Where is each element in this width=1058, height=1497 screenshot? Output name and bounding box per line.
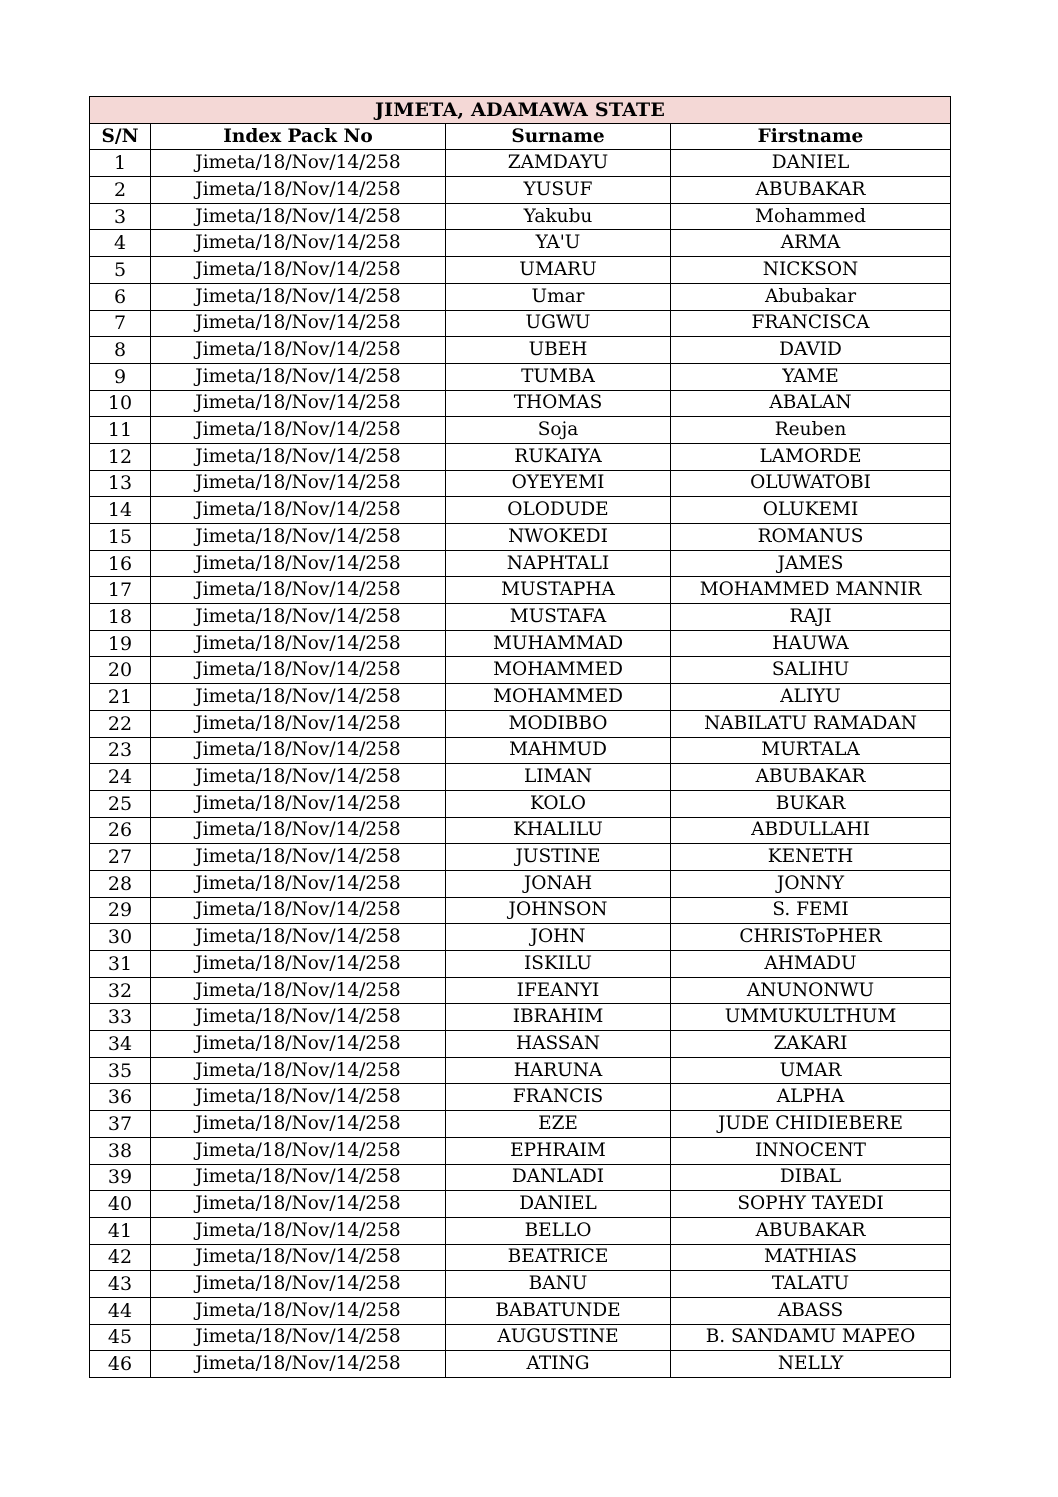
cell-index-pack-no: Jimeta/18/Nov/14/258 (151, 524, 446, 551)
cell-index-pack-no: Jimeta/18/Nov/14/258 (151, 1244, 446, 1271)
cell-sn: 11 (90, 417, 151, 444)
cell-firstname: ALIYU (671, 684, 951, 711)
cell-firstname: LAMORDE (671, 443, 951, 470)
table-row (90, 684, 951, 711)
title-row (90, 97, 951, 124)
cell-index-pack-no: Jimeta/18/Nov/14/258 (151, 1271, 446, 1298)
table-row (90, 1297, 951, 1324)
table-row (90, 844, 951, 871)
cell-firstname: TALATU (671, 1271, 951, 1298)
cell-surname: MUHAMMAD (446, 630, 671, 657)
table-row (90, 524, 951, 551)
cell-surname: BANU (446, 1271, 671, 1298)
cell-surname: FRANCIS (446, 1084, 671, 1111)
table-row (90, 604, 951, 631)
table-row (90, 283, 951, 310)
table-row (90, 897, 951, 924)
cell-index-pack-no: Jimeta/18/Nov/14/258 (151, 684, 446, 711)
table-row (90, 1031, 951, 1058)
cell-sn: 18 (90, 604, 151, 631)
cell-firstname: ABUBAKAR (671, 1217, 951, 1244)
cell-surname: YUSUF (446, 177, 671, 204)
cell-sn: 6 (90, 283, 151, 310)
cell-sn: 36 (90, 1084, 151, 1111)
cell-sn: 43 (90, 1271, 151, 1298)
cell-sn: 1 (90, 150, 151, 177)
table-row (90, 497, 951, 524)
cell-index-pack-no: Jimeta/18/Nov/14/258 (151, 177, 446, 204)
cell-surname: DANIEL (446, 1191, 671, 1218)
cell-firstname: ANUNONWU (671, 977, 951, 1004)
header-firstname: Firstname (671, 123, 951, 150)
cell-sn: 17 (90, 577, 151, 604)
cell-index-pack-no: Jimeta/18/Nov/14/258 (151, 1297, 446, 1324)
cell-index-pack-no: Jimeta/18/Nov/14/258 (151, 1004, 446, 1031)
cell-surname: IFEANYI (446, 977, 671, 1004)
cell-index-pack-no: Jimeta/18/Nov/14/258 (151, 550, 446, 577)
cell-sn: 41 (90, 1217, 151, 1244)
cell-surname: MOHAMMED (446, 657, 671, 684)
cell-sn: 5 (90, 257, 151, 284)
table-row (90, 550, 951, 577)
table-body (90, 150, 951, 1378)
table-row (90, 150, 951, 177)
cell-index-pack-no: Jimeta/18/Nov/14/258 (151, 657, 446, 684)
table-row (90, 870, 951, 897)
cell-index-pack-no: Jimeta/18/Nov/14/258 (151, 604, 446, 631)
cell-index-pack-no: Jimeta/18/Nov/14/258 (151, 710, 446, 737)
cell-sn: 45 (90, 1324, 151, 1351)
cell-firstname: B. SANDAMU MAPEO (671, 1324, 951, 1351)
table-row (90, 470, 951, 497)
cell-sn: 26 (90, 817, 151, 844)
cell-firstname: KENETH (671, 844, 951, 871)
cell-index-pack-no: Jimeta/18/Nov/14/258 (151, 577, 446, 604)
cell-sn: 3 (90, 203, 151, 230)
cell-sn: 19 (90, 630, 151, 657)
cell-sn: 24 (90, 764, 151, 791)
cell-sn: 38 (90, 1137, 151, 1164)
cell-index-pack-no: Jimeta/18/Nov/14/258 (151, 1084, 446, 1111)
cell-surname: UMARU (446, 257, 671, 284)
cell-surname: ZAMDAYU (446, 150, 671, 177)
cell-firstname: ABASS (671, 1297, 951, 1324)
cell-surname: Umar (446, 283, 671, 310)
cell-firstname: UMMUKULTHUM (671, 1004, 951, 1031)
cell-sn: 37 (90, 1111, 151, 1138)
table-head (90, 97, 951, 150)
table-row (90, 657, 951, 684)
cell-index-pack-no: Jimeta/18/Nov/14/258 (151, 951, 446, 978)
cell-firstname: ABDULLAHI (671, 817, 951, 844)
cell-index-pack-no: Jimeta/18/Nov/14/258 (151, 203, 446, 230)
cell-index-pack-no: Jimeta/18/Nov/14/258 (151, 1111, 446, 1138)
table-row (90, 630, 951, 657)
table-row (90, 1137, 951, 1164)
cell-index-pack-no: Jimeta/18/Nov/14/258 (151, 1031, 446, 1058)
cell-firstname: Reuben (671, 417, 951, 444)
cell-surname: OYEYEMI (446, 470, 671, 497)
cell-index-pack-no: Jimeta/18/Nov/14/258 (151, 337, 446, 364)
table-row (90, 1057, 951, 1084)
table-row (90, 177, 951, 204)
cell-sn: 32 (90, 977, 151, 1004)
cell-firstname: S. FEMI (671, 897, 951, 924)
table-row (90, 924, 951, 951)
cell-sn: 34 (90, 1031, 151, 1058)
cell-sn: 10 (90, 390, 151, 417)
table-row (90, 951, 951, 978)
cell-sn: 42 (90, 1244, 151, 1271)
cell-sn: 40 (90, 1191, 151, 1218)
cell-firstname: MOHAMMED MANNIR (671, 577, 951, 604)
cell-surname: HASSAN (446, 1031, 671, 1058)
cell-sn: 2 (90, 177, 151, 204)
cell-firstname: CHRISToPHER (671, 924, 951, 951)
cell-index-pack-no: Jimeta/18/Nov/14/258 (151, 443, 446, 470)
cell-surname: LIMAN (446, 764, 671, 791)
cell-firstname: SOPHY TAYEDI (671, 1191, 951, 1218)
cell-surname: NWOKEDI (446, 524, 671, 551)
cell-firstname: ABUBAKAR (671, 177, 951, 204)
cell-index-pack-no: Jimeta/18/Nov/14/258 (151, 844, 446, 871)
table-row (90, 1164, 951, 1191)
cell-surname: UGWU (446, 310, 671, 337)
cell-firstname: NABILATU RAMADAN (671, 710, 951, 737)
cell-surname: EPHRAIM (446, 1137, 671, 1164)
table-row (90, 1351, 951, 1378)
table-row (90, 577, 951, 604)
table-row (90, 790, 951, 817)
cell-index-pack-no: Jimeta/18/Nov/14/258 (151, 790, 446, 817)
cell-surname: RUKAIYA (446, 443, 671, 470)
cell-index-pack-no: Jimeta/18/Nov/14/258 (151, 630, 446, 657)
cell-firstname: ALPHA (671, 1084, 951, 1111)
table-row (90, 977, 951, 1004)
cell-firstname: INNOCENT (671, 1137, 951, 1164)
cell-index-pack-no: Jimeta/18/Nov/14/258 (151, 764, 446, 791)
cell-firstname: DAVID (671, 337, 951, 364)
cell-sn: 8 (90, 337, 151, 364)
cell-surname: KHALILU (446, 817, 671, 844)
cell-sn: 35 (90, 1057, 151, 1084)
cell-index-pack-no: Jimeta/18/Nov/14/258 (151, 870, 446, 897)
table-row (90, 1004, 951, 1031)
cell-surname: KOLO (446, 790, 671, 817)
cell-surname: ATING (446, 1351, 671, 1378)
cell-index-pack-no: Jimeta/18/Nov/14/258 (151, 1351, 446, 1378)
cell-index-pack-no: Jimeta/18/Nov/14/258 (151, 1217, 446, 1244)
cell-surname: MUSTAFA (446, 604, 671, 631)
cell-surname: HARUNA (446, 1057, 671, 1084)
cell-surname: OLODUDE (446, 497, 671, 524)
cell-index-pack-no: Jimeta/18/Nov/14/258 (151, 1057, 446, 1084)
cell-surname: JOHN (446, 924, 671, 951)
cell-index-pack-no: Jimeta/18/Nov/14/258 (151, 1191, 446, 1218)
cell-index-pack-no: Jimeta/18/Nov/14/258 (151, 150, 446, 177)
cell-firstname: BUKAR (671, 790, 951, 817)
cell-firstname: Abubakar (671, 283, 951, 310)
cell-surname: MOHAMMED (446, 684, 671, 711)
cell-surname: IBRAHIM (446, 1004, 671, 1031)
cell-index-pack-no: Jimeta/18/Nov/14/258 (151, 977, 446, 1004)
cell-sn: 20 (90, 657, 151, 684)
table-row (90, 817, 951, 844)
table-row (90, 203, 951, 230)
cell-surname: BEATRICE (446, 1244, 671, 1271)
cell-firstname: NELLY (671, 1351, 951, 1378)
table-row (90, 1217, 951, 1244)
table-row (90, 1111, 951, 1138)
cell-firstname: OLUKEMI (671, 497, 951, 524)
cell-sn: 39 (90, 1164, 151, 1191)
cell-sn: 21 (90, 684, 151, 711)
cell-surname: EZE (446, 1111, 671, 1138)
cell-index-pack-no: Jimeta/18/Nov/14/258 (151, 310, 446, 337)
cell-surname: Soja (446, 417, 671, 444)
table-row (90, 390, 951, 417)
cell-firstname: ROMANUS (671, 524, 951, 551)
cell-surname: JUSTINE (446, 844, 671, 871)
cell-index-pack-no: Jimeta/18/Nov/14/258 (151, 1164, 446, 1191)
cell-firstname: OLUWATOBI (671, 470, 951, 497)
cell-sn: 25 (90, 790, 151, 817)
cell-sn: 33 (90, 1004, 151, 1031)
cell-sn: 31 (90, 951, 151, 978)
cell-sn: 13 (90, 470, 151, 497)
cell-surname: YA'U (446, 230, 671, 257)
cell-surname: DANLADI (446, 1164, 671, 1191)
cell-sn: 23 (90, 737, 151, 764)
cell-surname: MODIBBO (446, 710, 671, 737)
cell-index-pack-no: Jimeta/18/Nov/14/258 (151, 897, 446, 924)
cell-index-pack-no: Jimeta/18/Nov/14/258 (151, 363, 446, 390)
header-sn: S/N (90, 123, 151, 150)
table-row (90, 1324, 951, 1351)
cell-firstname: HAUWA (671, 630, 951, 657)
cell-firstname: ZAKARI (671, 1031, 951, 1058)
cell-surname: JONAH (446, 870, 671, 897)
table-row (90, 1191, 951, 1218)
cell-sn: 30 (90, 924, 151, 951)
cell-index-pack-no: Jimeta/18/Nov/14/258 (151, 924, 446, 951)
cell-index-pack-no: Jimeta/18/Nov/14/258 (151, 1137, 446, 1164)
document-sheet (89, 96, 950, 1378)
cell-firstname: ABALAN (671, 390, 951, 417)
table-row (90, 1271, 951, 1298)
cell-firstname: MURTALA (671, 737, 951, 764)
table-row (90, 737, 951, 764)
table-row (90, 337, 951, 364)
cell-firstname: JONNY (671, 870, 951, 897)
cell-surname: THOMAS (446, 390, 671, 417)
header-index-pack-no: Index Pack No (151, 123, 446, 150)
cell-surname: BELLO (446, 1217, 671, 1244)
cell-index-pack-no: Jimeta/18/Nov/14/258 (151, 283, 446, 310)
cell-surname: MUSTAPHA (446, 577, 671, 604)
table-row (90, 1084, 951, 1111)
cell-firstname: UMAR (671, 1057, 951, 1084)
cell-surname: TUMBA (446, 363, 671, 390)
cell-surname: MAHMUD (446, 737, 671, 764)
cell-index-pack-no: Jimeta/18/Nov/14/258 (151, 1324, 446, 1351)
cell-surname: Yakubu (446, 203, 671, 230)
table-row (90, 710, 951, 737)
cell-index-pack-no: Jimeta/18/Nov/14/258 (151, 817, 446, 844)
cell-sn: 22 (90, 710, 151, 737)
cell-surname: NAPHTALI (446, 550, 671, 577)
cell-index-pack-no: Jimeta/18/Nov/14/258 (151, 497, 446, 524)
header-row (90, 123, 951, 150)
table-row (90, 1244, 951, 1271)
cell-sn: 46 (90, 1351, 151, 1378)
cell-firstname: ABUBAKAR (671, 764, 951, 791)
cell-sn: 4 (90, 230, 151, 257)
cell-firstname: FRANCISCA (671, 310, 951, 337)
cell-index-pack-no: Jimeta/18/Nov/14/258 (151, 417, 446, 444)
cell-firstname: Mohammed (671, 203, 951, 230)
cell-index-pack-no: Jimeta/18/Nov/14/258 (151, 390, 446, 417)
cell-sn: 12 (90, 443, 151, 470)
cell-sn: 7 (90, 310, 151, 337)
cell-surname: BABATUNDE (446, 1297, 671, 1324)
cell-firstname: AHMADU (671, 951, 951, 978)
cell-firstname: DIBAL (671, 1164, 951, 1191)
header-surname: Surname (446, 123, 671, 150)
cell-surname: ISKILU (446, 951, 671, 978)
cell-firstname: JUDE CHIDIEBERE (671, 1111, 951, 1138)
cell-sn: 15 (90, 524, 151, 551)
cell-sn: 28 (90, 870, 151, 897)
cell-surname: UBEH (446, 337, 671, 364)
table-row (90, 257, 951, 284)
table-row (90, 417, 951, 444)
cell-firstname: SALIHU (671, 657, 951, 684)
table-row (90, 764, 951, 791)
cell-firstname: JAMES (671, 550, 951, 577)
cell-surname: AUGUSTINE (446, 1324, 671, 1351)
table-row (90, 310, 951, 337)
table-title: JIMETA, ADAMAWA STATE (90, 97, 951, 124)
cell-firstname: NICKSON (671, 257, 951, 284)
cell-firstname: ARMA (671, 230, 951, 257)
cell-index-pack-no: Jimeta/18/Nov/14/258 (151, 470, 446, 497)
cell-firstname: RAJI (671, 604, 951, 631)
cell-index-pack-no: Jimeta/18/Nov/14/258 (151, 737, 446, 764)
table-row (90, 363, 951, 390)
cell-sn: 44 (90, 1297, 151, 1324)
cell-sn: 16 (90, 550, 151, 577)
cell-firstname: DANIEL (671, 150, 951, 177)
cell-surname: JOHNSON (446, 897, 671, 924)
cell-sn: 29 (90, 897, 151, 924)
cell-firstname: YAME (671, 363, 951, 390)
cell-index-pack-no: Jimeta/18/Nov/14/258 (151, 230, 446, 257)
cell-index-pack-no: Jimeta/18/Nov/14/258 (151, 257, 446, 284)
table-row (90, 443, 951, 470)
table-row (90, 230, 951, 257)
cell-sn: 27 (90, 844, 151, 871)
cell-sn: 14 (90, 497, 151, 524)
candidate-table (89, 96, 951, 1378)
cell-sn: 9 (90, 363, 151, 390)
cell-firstname: MATHIAS (671, 1244, 951, 1271)
